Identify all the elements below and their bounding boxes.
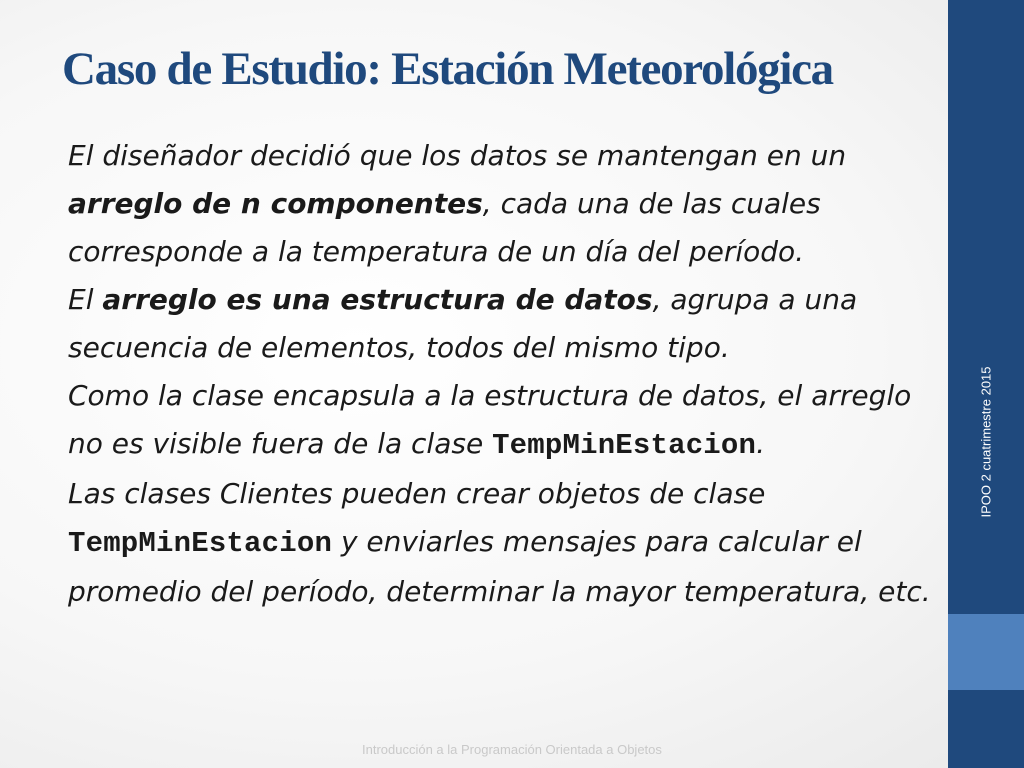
slide-footer: Introducción a la Programación Orientada a Objetos [362,742,662,757]
paragraph-1-text-c: , cada una de las cuales corresponde a la temperatura de un día del período. [68,187,821,268]
paragraph-3 [68,372,938,470]
paragraph-3-text-c: . [756,427,766,460]
paragraph-3-text-a: Como la clase encapsula a la estructura de datos, el arreglo no es visible fuera de la clase [68,379,912,460]
paragraph-2-text-c: , agrupa a una secuencia de elementos, todos del mismo tipo. [68,283,858,364]
paragraph-1 [68,132,938,276]
paragraph-1-text-a: El diseñador decidió que los datos se mantengan en un [68,139,847,172]
paragraph-2-emphasis: arreglo es una estructura de datos [102,283,653,316]
paragraph-2-text-a: El [68,283,103,316]
sidebar-accent-block [948,614,1024,690]
paragraph-4-text-a: Las clases Clientes pueden crear objetos de clase [68,477,766,510]
slide-title: Caso de Estudio: Estación Meteorológica [62,43,833,95]
paragraph-3-class-name: TempMinEstacion [492,429,757,462]
paragraph-4-text-c: y enviarles mensajes para calcular el promedio del período, determinar la mayor temperatura, etc. [68,525,931,608]
paragraph-4 [68,470,938,616]
paragraph-4-class-name: TempMinEstacion [68,527,333,560]
course-label: IPOO 2 cuatrimestre 2015 [978,366,994,518]
paragraph-2 [68,276,938,372]
paragraph-1-emphasis: arreglo de n componentes [68,187,483,220]
slide-body [68,132,938,616]
